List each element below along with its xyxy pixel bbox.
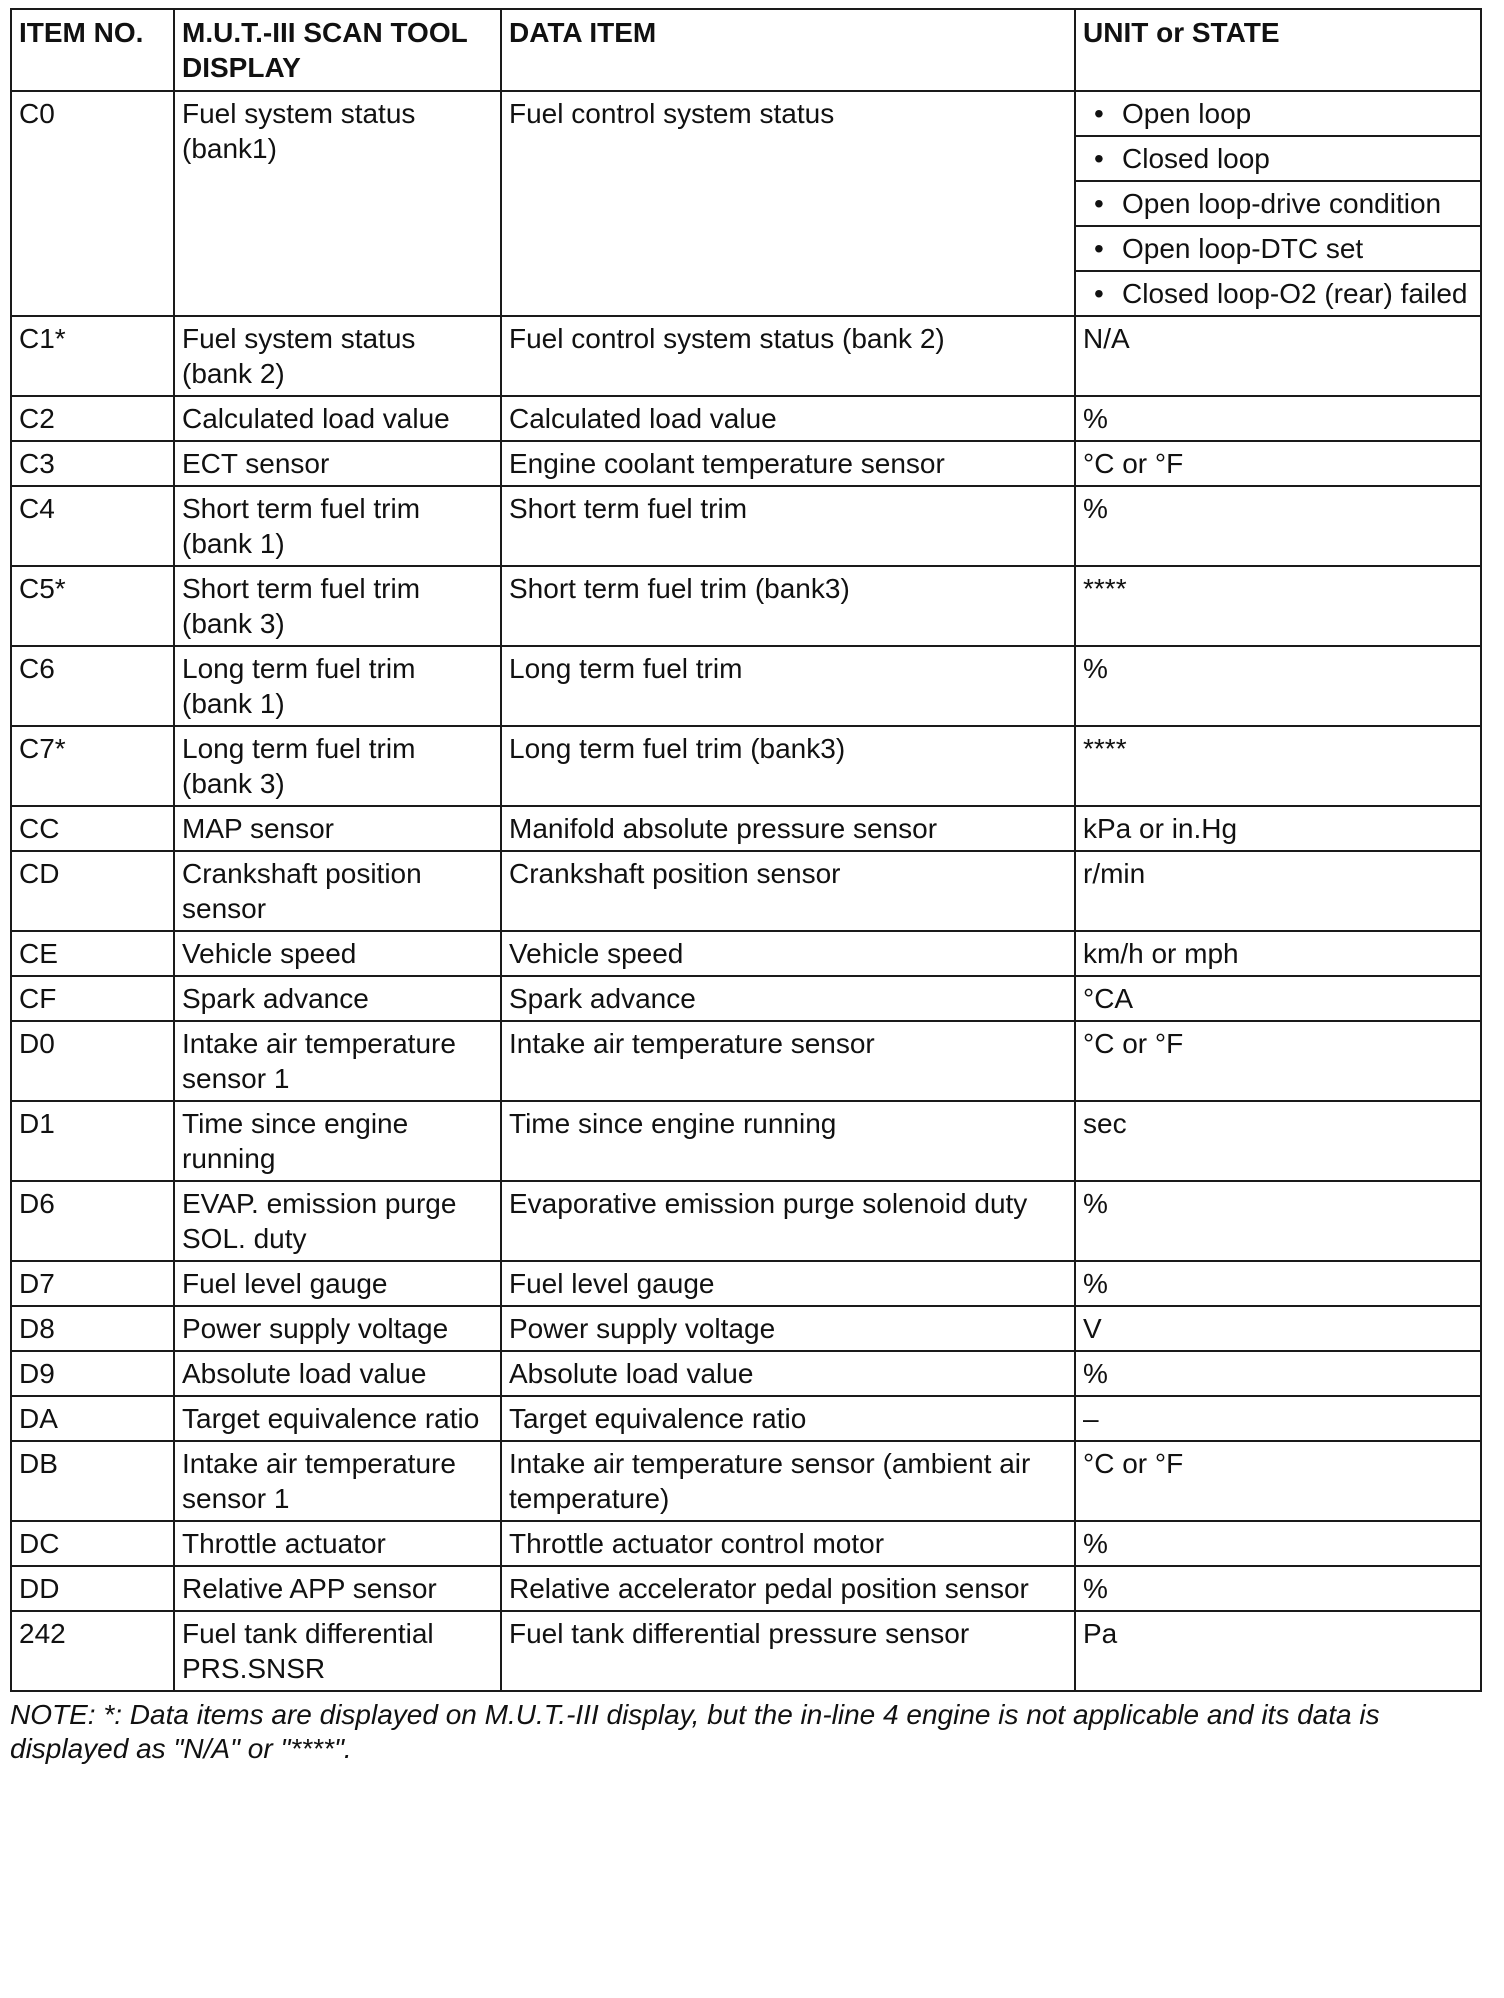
data-item-cell: Power supply voltage [501,1306,1075,1351]
table-row [11,851,1481,931]
data-item-cell: Crankshaft position sensor [501,851,1075,931]
display-cell: MAP sensor [174,806,501,851]
display-cell: Vehicle speed [174,931,501,976]
data-item-cell: Manifold absolute pressure sensor [501,806,1075,851]
unit-state-cell: km/h or mph [1075,931,1481,976]
table-row [11,1181,1481,1261]
display-cell: Intake air temperature sensor 1 [174,1021,501,1101]
item-no-cell: CC [11,806,174,851]
item-no-cell: CE [11,931,174,976]
display-cell: Crankshaft position sensor [174,851,501,931]
data-list-table [10,8,1482,1692]
unit-state-cell: % [1075,396,1481,441]
table-row [11,726,1481,806]
header-data-item: DATA ITEM [501,9,1075,91]
state-label: Closed loop [1122,143,1270,174]
state-item [1076,182,1480,227]
item-no-cell: C6 [11,646,174,726]
data-item-cell: Short term fuel trim (bank3) [501,566,1075,646]
bullet-icon: • [1094,233,1104,264]
item-no-cell: D6 [11,1181,174,1261]
unit-state-cell: °C or °F [1075,1441,1481,1521]
data-item-cell: Short term fuel trim [501,486,1075,566]
display-cell: Time since engine running [174,1101,501,1181]
display-cell: Long term fuel trim (bank 1) [174,646,501,726]
item-no-cell: C5* [11,566,174,646]
display-cell: Short term fuel trim (bank 3) [174,566,501,646]
item-no-cell: C0 [11,91,174,316]
table-row [11,441,1481,486]
table-row [11,1351,1481,1396]
bullet-icon: • [1094,98,1104,129]
display-cell: ECT sensor [174,441,501,486]
data-item-cell: Fuel control system status [501,91,1075,316]
state-label: Open loop [1122,98,1252,129]
data-item-cell: Intake air temperature sensor [501,1021,1075,1101]
data-item-cell: Spark advance [501,976,1075,1021]
data-item-cell: Evaporative emission purge solenoid duty [501,1181,1075,1261]
data-item-cell: Long term fuel trim (bank3) [501,726,1075,806]
data-item-cell: Engine coolant temperature sensor [501,441,1075,486]
table-row [11,1396,1481,1441]
item-no-cell: CF [11,976,174,1021]
data-item-cell: Long term fuel trim [501,646,1075,726]
header-row [11,9,1481,91]
unit-state-cell: °CA [1075,976,1481,1021]
state-label: Open loop-drive condition [1122,188,1442,219]
display-cell: Power supply voltage [174,1306,501,1351]
display-cell: Fuel system status (bank 2) [174,316,501,396]
data-item-cell: Intake air temperature sensor (ambient air temperature) [501,1441,1075,1521]
unit-state-cell: V [1075,1306,1481,1351]
unit-state-cell: % [1075,486,1481,566]
unit-state-cell: % [1075,1566,1481,1611]
item-no-cell: C7* [11,726,174,806]
unit-state-cell: N/A [1075,316,1481,396]
item-no-cell: C2 [11,396,174,441]
display-cell: Long term fuel trim (bank 3) [174,726,501,806]
item-no-cell: D8 [11,1306,174,1351]
unit-state-cell: °C or °F [1075,1021,1481,1101]
unit-state-cell: % [1075,1181,1481,1261]
data-item-cell: Time since engine running [501,1101,1075,1181]
display-cell: Intake air temperature sensor 1 [174,1441,501,1521]
unit-state-cell: % [1075,1261,1481,1306]
unit-state-cell: °C or °F [1075,441,1481,486]
unit-state-cell: kPa or in.Hg [1075,806,1481,851]
table-row [11,646,1481,726]
display-cell: Fuel system status (bank1) [174,91,501,316]
state-list [1076,92,1480,315]
unit-state-cell: r/min [1075,851,1481,931]
table-row [11,1566,1481,1611]
state-label: Closed loop-O2 (rear) failed [1122,278,1468,309]
item-no-cell: DB [11,1441,174,1521]
table-row [11,976,1481,1021]
table-row [11,486,1481,566]
unit-state-cell: sec [1075,1101,1481,1181]
unit-state-cell: **** [1075,726,1481,806]
item-no-cell: C4 [11,486,174,566]
state-item [1076,137,1480,182]
item-no-cell: CD [11,851,174,931]
display-cell: Fuel level gauge [174,1261,501,1306]
display-cell: Short term fuel trim (bank 1) [174,486,501,566]
unit-state-cell: – [1075,1396,1481,1441]
table-row [11,931,1481,976]
unit-state-cell: Pa [1075,1611,1481,1691]
item-no-cell: DD [11,1566,174,1611]
table-row [11,396,1481,441]
bullet-icon: • [1094,278,1104,309]
state-item [1076,272,1480,315]
data-item-cell: Target equivalence ratio [501,1396,1075,1441]
table-row [11,806,1481,851]
data-item-cell: Fuel tank differential pressure sensor [501,1611,1075,1691]
item-no-cell: C3 [11,441,174,486]
table-row [11,91,1481,316]
table-row [11,1021,1481,1101]
item-no-cell: DC [11,1521,174,1566]
item-no-cell: D0 [11,1021,174,1101]
header-unit-or-state: UNIT or STATE [1075,9,1481,91]
display-cell: Throttle actuator [174,1521,501,1566]
item-no-cell: 242 [11,1611,174,1691]
unit-state-cell: % [1075,1521,1481,1566]
item-no-cell: D7 [11,1261,174,1306]
unit-state-cell: % [1075,1351,1481,1396]
data-item-cell: Absolute load value [501,1351,1075,1396]
table-row [11,1101,1481,1181]
display-cell: Relative APP sensor [174,1566,501,1611]
table-row [11,1441,1481,1521]
data-item-cell: Vehicle speed [501,931,1075,976]
data-item-cell: Fuel control system status (bank 2) [501,316,1075,396]
data-item-cell: Relative accelerator pedal position sensor [501,1566,1075,1611]
unit-state-cell: **** [1075,566,1481,646]
item-no-cell: C1* [11,316,174,396]
display-cell: Fuel tank differential PRS.SNSR [174,1611,501,1691]
item-no-cell: DA [11,1396,174,1441]
display-cell: EVAP. emission purge SOL. duty [174,1181,501,1261]
display-cell: Absolute load value [174,1351,501,1396]
bullet-icon: • [1094,143,1104,174]
header-item-no: ITEM NO. [11,9,174,91]
state-label: Open loop-DTC set [1122,233,1364,264]
table-row [11,1611,1481,1691]
bullet-icon: • [1094,188,1104,219]
table-row [11,1261,1481,1306]
header-scan-tool-display: M.U.T.-III SCAN TOOL DISPLAY [174,9,501,91]
table-row [11,1306,1481,1351]
document [10,8,1480,1766]
item-no-cell: D9 [11,1351,174,1396]
footnote: NOTE: *: Data items are displayed on M.U.T.-III display, but the in-line 4 engine is not applicable and its data is displayed as "N/A" or "****". [10,1699,1380,1764]
table-row [11,566,1481,646]
state-item [1076,227,1480,272]
display-cell: Target equivalence ratio [174,1396,501,1441]
table-row [11,1521,1481,1566]
item-no-cell: D1 [11,1101,174,1181]
display-cell: Spark advance [174,976,501,1021]
data-item-cell: Calculated load value [501,396,1075,441]
table-row [11,316,1481,396]
data-item-cell: Throttle actuator control motor [501,1521,1075,1566]
unit-state-cell: % [1075,646,1481,726]
unit-state-cell [1075,91,1481,316]
state-item [1076,92,1480,137]
data-item-cell: Fuel level gauge [501,1261,1075,1306]
display-cell: Calculated load value [174,396,501,441]
